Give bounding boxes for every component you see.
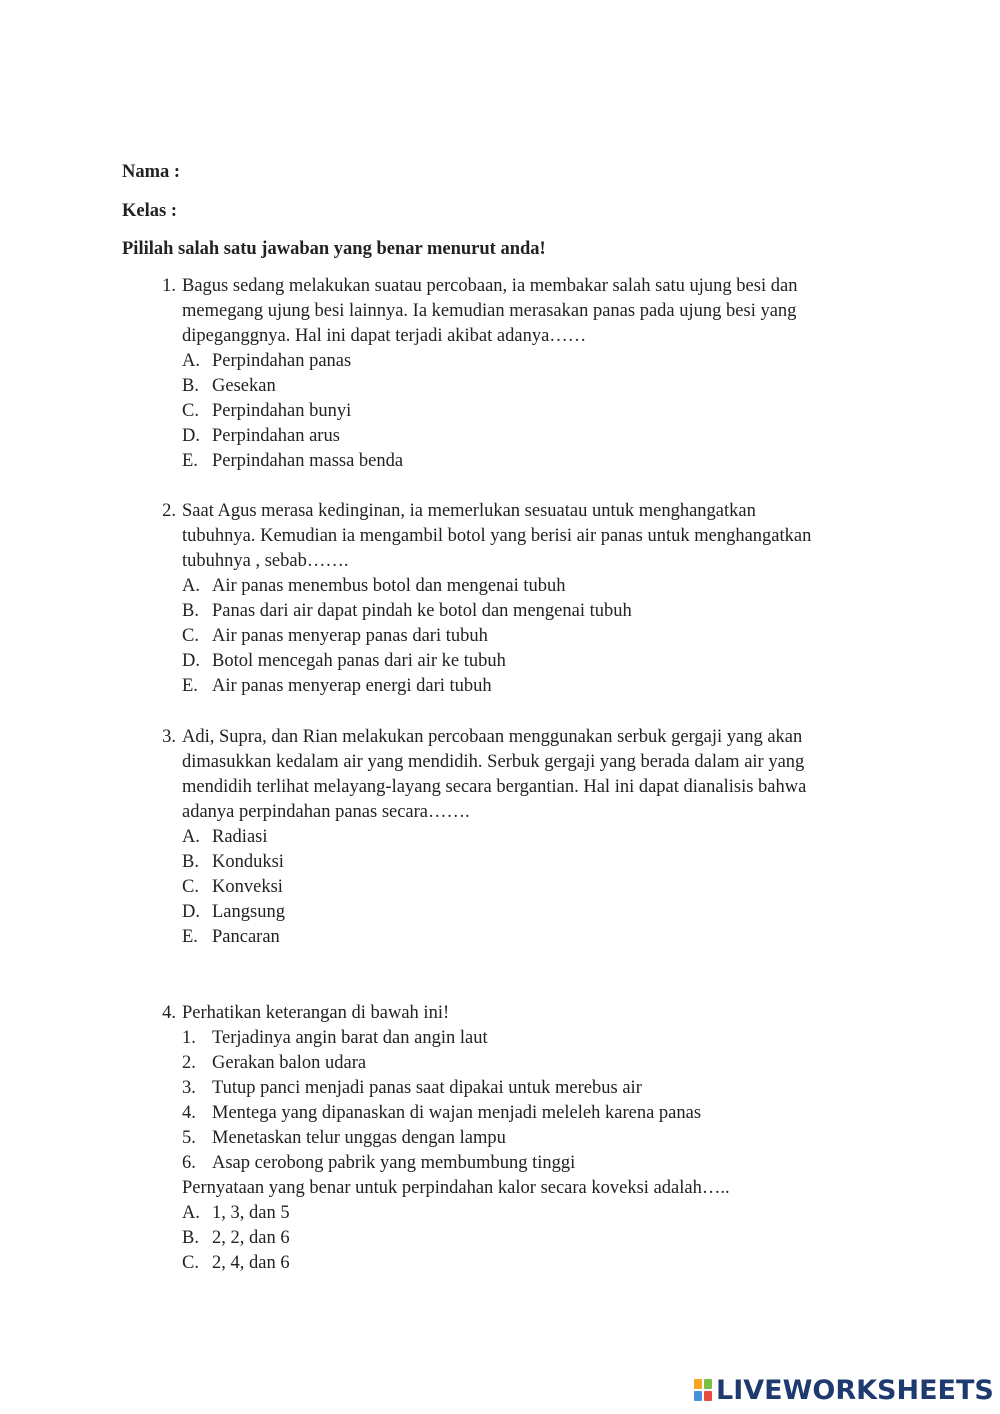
question-line xyxy=(150,800,890,825)
question-text: Perhatikan keterangan di bawah ini! xyxy=(182,1003,450,1023)
question-text: Pernyataan yang benar untuk perpindahan kalor secara koveksi adalah….. xyxy=(182,1178,730,1198)
question-line xyxy=(150,750,890,775)
logo-tile xyxy=(704,1391,712,1401)
logo-tile xyxy=(704,1379,712,1389)
option-label: B. xyxy=(182,852,199,872)
question-number: 3. xyxy=(162,727,176,747)
answer-option-c[interactable] xyxy=(150,875,890,900)
answer-option-c[interactable] xyxy=(150,1251,890,1276)
answer-option-d[interactable] xyxy=(150,649,890,674)
option-text: Perpindahan massa benda xyxy=(212,451,404,471)
option-text: Perpindahan arus xyxy=(212,426,340,446)
question-line xyxy=(150,299,890,324)
option-text: Perpindahan panas xyxy=(212,351,352,371)
statement-text: Mentega yang dipanaskan di wajan menjadi meleleh karena panas xyxy=(212,1103,702,1123)
answer-option-b[interactable] xyxy=(150,599,890,624)
question-number: 1. xyxy=(162,276,176,296)
option-text: Panas dari air dapat pindah ke botol dan mengenai tubuh xyxy=(212,601,632,621)
question-3 xyxy=(150,725,890,950)
question-text: tubuhnya. Kemudian ia mengambil botol yang berisi air panas untuk menghangatkan xyxy=(182,526,812,546)
question-4 xyxy=(150,1001,890,1276)
logo-tile xyxy=(694,1391,702,1401)
answer-option-b[interactable] xyxy=(150,374,890,399)
option-label: D. xyxy=(182,651,200,671)
option-text: 2, 2, dan 6 xyxy=(212,1228,290,1248)
option-label: C. xyxy=(182,877,199,897)
option-label: B. xyxy=(182,376,199,396)
question-line xyxy=(150,549,890,574)
option-label: A. xyxy=(182,827,200,847)
statement-item xyxy=(150,1026,890,1051)
option-text: Perpindahan bunyi xyxy=(212,401,352,421)
question-text: dipeganggnya. Hal ini dapat terjadi akibat adanya…… xyxy=(182,326,587,346)
option-label: C. xyxy=(182,1253,199,1273)
question-text: Adi, Supra, dan Rian melakukan percobaan menggunakan serbuk gergaji yang akan xyxy=(182,727,803,747)
question-text: adanya perpindahan panas secara……. xyxy=(182,802,470,822)
statement-text: Terjadinya angin barat dan angin laut xyxy=(212,1028,488,1048)
option-label: A. xyxy=(182,351,200,371)
option-label: E. xyxy=(182,451,198,471)
question-line xyxy=(150,775,890,800)
instruction-text: Pililah salah satu jawaban yang benar menurut anda! xyxy=(122,239,546,259)
option-label: C. xyxy=(182,626,199,646)
answer-option-a[interactable] xyxy=(150,825,890,850)
answer-option-b[interactable] xyxy=(150,1226,890,1251)
question-line xyxy=(150,1001,890,1026)
name-label: Nama : xyxy=(122,162,181,182)
question-line xyxy=(150,324,890,349)
logo-tile xyxy=(694,1379,702,1389)
statement-text: Menetaskan telur unggas dengan lampu xyxy=(212,1128,506,1148)
question-2 xyxy=(150,499,890,699)
answer-option-a[interactable] xyxy=(150,574,890,599)
question-1 xyxy=(150,274,890,474)
option-label: A. xyxy=(182,1203,200,1223)
statement-text: Gerakan balon udara xyxy=(212,1053,367,1073)
option-label: A. xyxy=(182,576,200,596)
statement-item xyxy=(150,1101,890,1126)
answer-option-d[interactable] xyxy=(150,424,890,449)
statement-item xyxy=(150,1126,890,1151)
statement-number: 5. xyxy=(182,1128,196,1148)
question-number: 2. xyxy=(162,501,176,521)
option-label: C. xyxy=(182,401,199,421)
statement-number: 1. xyxy=(182,1028,196,1048)
liveworksheets-logo[interactable] xyxy=(690,1375,994,1407)
option-text: Air panas menyerap panas dari tubuh xyxy=(212,626,488,646)
answer-option-a[interactable] xyxy=(150,349,890,374)
question-line xyxy=(150,274,890,299)
option-label: B. xyxy=(182,1228,199,1248)
answer-option-c[interactable] xyxy=(150,624,890,649)
option-label: D. xyxy=(182,426,200,446)
answer-option-b[interactable] xyxy=(150,850,890,875)
question-text: dimasukkan kedalam air yang mendidih. Serbuk gergaji yang berada dalam air yang xyxy=(182,752,805,772)
answer-option-e[interactable] xyxy=(150,449,890,474)
class-label: Kelas : xyxy=(122,201,177,221)
question-line xyxy=(150,524,890,549)
question-line xyxy=(150,725,890,750)
option-text: Radiasi xyxy=(212,827,268,847)
question-text: Saat Agus merasa kedinginan, ia memerlukan sesuatau untuk menghangatkan xyxy=(182,501,756,521)
statement-number: 2. xyxy=(182,1053,196,1073)
option-label: E. xyxy=(182,676,198,696)
statement-text: Asap cerobong pabrik yang membumbung tinggi xyxy=(212,1153,576,1173)
option-text: Konduksi xyxy=(212,852,284,872)
statement-item xyxy=(150,1151,890,1176)
option-text: Langsung xyxy=(212,902,285,922)
option-label: D. xyxy=(182,902,200,922)
option-text: 2, 4, dan 6 xyxy=(212,1253,290,1273)
statement-number: 4. xyxy=(182,1103,196,1123)
question-text: mendidih terlihat melayang-layang secara bergantian. Hal ini dapat dianalisis bahwa xyxy=(182,777,807,797)
question-text: Bagus sedang melakukan suatau percobaan, ia membakar salah satu ujung besi dan xyxy=(182,276,798,296)
statement-number: 3. xyxy=(182,1078,196,1098)
logo-tiles-icon xyxy=(694,1379,714,1403)
option-text: 1, 3, dan 5 xyxy=(212,1203,290,1223)
statement-text: Tutup panci menjadi panas saat dipakai untuk merebus air xyxy=(212,1078,642,1098)
question-text: memegang ujung besi lainnya. Ia kemudian merasakan panas pada ujung besi yang xyxy=(182,301,797,321)
question-prompt xyxy=(150,1176,890,1201)
answer-option-a[interactable] xyxy=(150,1201,890,1226)
question-line xyxy=(150,499,890,524)
question-text: tubuhnya , sebab……. xyxy=(182,551,349,571)
logo-text: LIVEWORKSHEETS xyxy=(716,1375,994,1406)
option-text: Air panas menembus botol dan mengenai tubuh xyxy=(212,576,566,596)
statement-number: 6. xyxy=(182,1153,196,1173)
option-label: B. xyxy=(182,601,199,621)
option-text: Konveksi xyxy=(212,877,283,897)
answer-option-d[interactable] xyxy=(150,900,890,925)
option-text: Air panas menyerap energi dari tubuh xyxy=(212,676,492,696)
option-text: Gesekan xyxy=(212,376,276,396)
option-label: E. xyxy=(182,927,198,947)
answer-option-e[interactable] xyxy=(150,925,890,950)
statement-item xyxy=(150,1076,890,1101)
statement-item xyxy=(150,1051,890,1076)
answer-option-c[interactable] xyxy=(150,399,890,424)
question-number: 4. xyxy=(162,1003,176,1023)
option-text: Botol mencegah panas dari air ke tubuh xyxy=(212,651,506,671)
answer-option-e[interactable] xyxy=(150,674,890,699)
option-text: Pancaran xyxy=(212,927,280,947)
